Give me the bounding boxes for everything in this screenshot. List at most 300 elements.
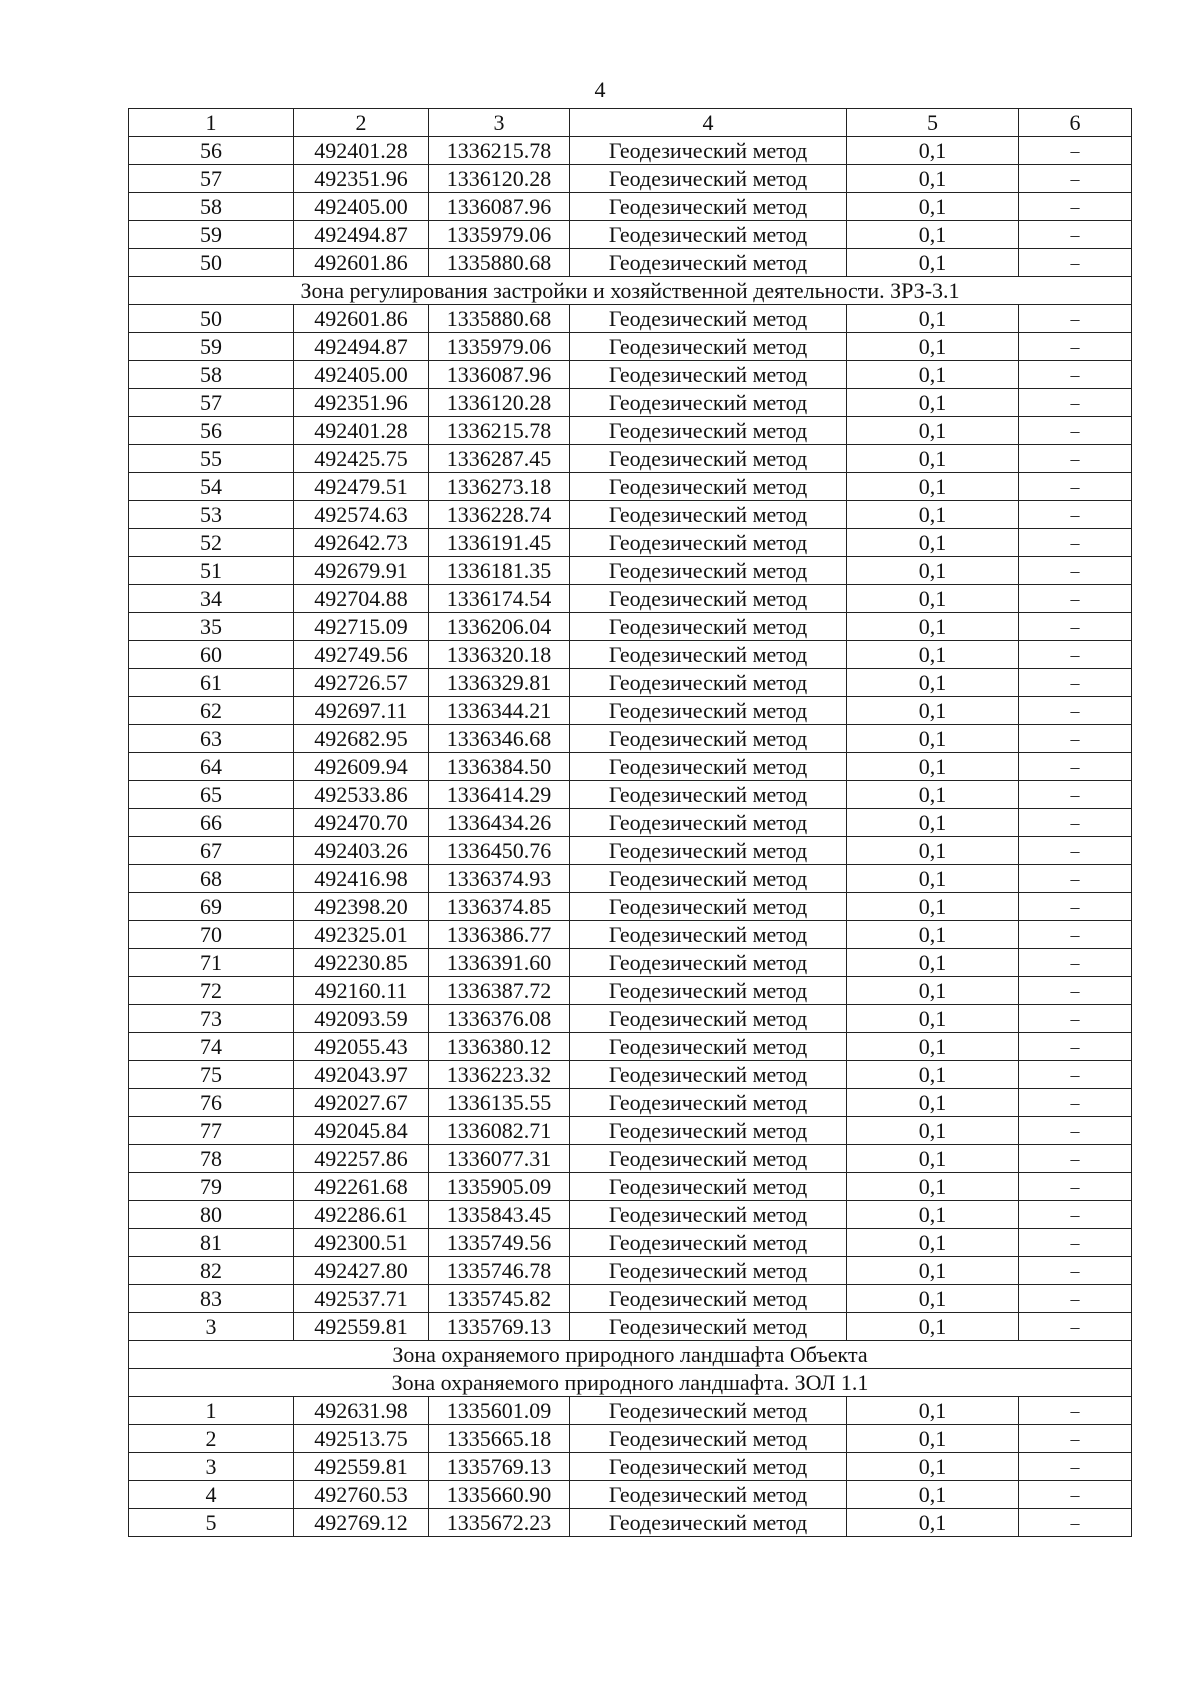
accuracy-cell: 0,1 (847, 753, 1019, 781)
point-number-cell: 58 (129, 361, 294, 389)
accuracy-cell: 0,1 (847, 725, 1019, 753)
table-row (129, 949, 1132, 977)
accuracy-cell: 0,1 (847, 893, 1019, 921)
table-row (129, 921, 1132, 949)
y-coordinate-cell: 1336174.54 (429, 585, 570, 613)
x-coordinate-cell: 492631.98 (294, 1397, 429, 1425)
note-cell: – (1019, 249, 1132, 277)
x-coordinate-cell: 492401.28 (294, 417, 429, 445)
x-coordinate-cell: 492045.84 (294, 1117, 429, 1145)
table-row (129, 1117, 1132, 1145)
note-cell: – (1019, 1229, 1132, 1257)
table-header-row (129, 109, 1132, 137)
table-row (129, 585, 1132, 613)
accuracy-cell: 0,1 (847, 1509, 1019, 1537)
note-cell: – (1019, 1313, 1132, 1341)
method-cell: Геодезический метод (570, 641, 847, 669)
point-number-cell: 69 (129, 893, 294, 921)
y-coordinate-cell: 1336344.21 (429, 697, 570, 725)
x-coordinate-cell: 492351.96 (294, 165, 429, 193)
table-row (129, 781, 1132, 809)
note-cell: – (1019, 1201, 1132, 1229)
method-cell: Геодезический метод (570, 137, 847, 165)
x-coordinate-cell: 492401.28 (294, 137, 429, 165)
method-cell: Геодезический метод (570, 1509, 847, 1537)
table-row (129, 1481, 1132, 1509)
point-number-cell: 57 (129, 165, 294, 193)
point-number-cell: 50 (129, 249, 294, 277)
note-cell: – (1019, 529, 1132, 557)
x-coordinate-cell: 492257.86 (294, 1145, 429, 1173)
note-cell: – (1019, 809, 1132, 837)
point-number-cell: 62 (129, 697, 294, 725)
x-coordinate-cell: 492760.53 (294, 1481, 429, 1509)
table-row (129, 1173, 1132, 1201)
table-row (129, 809, 1132, 837)
point-number-cell: 4 (129, 1481, 294, 1509)
note-cell: – (1019, 977, 1132, 1005)
note-cell: – (1019, 1453, 1132, 1481)
x-coordinate-cell: 492697.11 (294, 697, 429, 725)
y-coordinate-cell: 1335843.45 (429, 1201, 570, 1229)
y-coordinate-cell: 1335880.68 (429, 249, 570, 277)
method-cell: Геодезический метод (570, 1481, 847, 1509)
accuracy-cell: 0,1 (847, 221, 1019, 249)
table-row (129, 1285, 1132, 1313)
table-row (129, 1089, 1132, 1117)
note-cell: – (1019, 389, 1132, 417)
accuracy-cell: 0,1 (847, 1201, 1019, 1229)
coordinates-table (128, 108, 1132, 1537)
x-coordinate-cell: 492601.86 (294, 305, 429, 333)
y-coordinate-cell: 1336087.96 (429, 193, 570, 221)
point-number-cell: 79 (129, 1173, 294, 1201)
y-coordinate-cell: 1335880.68 (429, 305, 570, 333)
x-coordinate-cell: 492286.61 (294, 1201, 429, 1229)
point-number-cell: 34 (129, 585, 294, 613)
note-cell: – (1019, 1173, 1132, 1201)
table-row (129, 725, 1132, 753)
table-row (129, 893, 1132, 921)
note-cell: – (1019, 837, 1132, 865)
table-row (129, 697, 1132, 725)
header-cell-5: 5 (847, 109, 1019, 137)
note-cell: – (1019, 1257, 1132, 1285)
method-cell: Геодезический метод (570, 585, 847, 613)
y-coordinate-cell: 1336450.76 (429, 837, 570, 865)
table-row (129, 1313, 1132, 1341)
table-row (129, 1453, 1132, 1481)
table-row (129, 1033, 1132, 1061)
point-number-cell: 54 (129, 473, 294, 501)
method-cell: Геодезический метод (570, 1285, 847, 1313)
y-coordinate-cell: 1336087.96 (429, 361, 570, 389)
point-number-cell: 67 (129, 837, 294, 865)
table-row (129, 1005, 1132, 1033)
x-coordinate-cell: 492715.09 (294, 613, 429, 641)
y-coordinate-cell: 1336287.45 (429, 445, 570, 473)
point-number-cell: 55 (129, 445, 294, 473)
x-coordinate-cell: 492398.20 (294, 893, 429, 921)
x-coordinate-cell: 492351.96 (294, 389, 429, 417)
x-coordinate-cell: 492470.70 (294, 809, 429, 837)
method-cell: Геодезический метод (570, 921, 847, 949)
x-coordinate-cell: 492427.80 (294, 1257, 429, 1285)
point-number-cell: 72 (129, 977, 294, 1005)
y-coordinate-cell: 1336273.18 (429, 473, 570, 501)
x-coordinate-cell: 492479.51 (294, 473, 429, 501)
table-row (129, 1145, 1132, 1173)
note-cell: – (1019, 1061, 1132, 1089)
method-cell: Геодезический метод (570, 1201, 847, 1229)
table-row (129, 529, 1132, 557)
point-number-cell: 59 (129, 333, 294, 361)
x-coordinate-cell: 492574.63 (294, 501, 429, 529)
method-cell: Геодезический метод (570, 1117, 847, 1145)
method-cell: Геодезический метод (570, 529, 847, 557)
note-cell: – (1019, 697, 1132, 725)
x-coordinate-cell: 492704.88 (294, 585, 429, 613)
note-cell: – (1019, 445, 1132, 473)
method-cell: Геодезический метод (570, 361, 847, 389)
method-cell: Геодезический метод (570, 249, 847, 277)
y-coordinate-cell: 1336191.45 (429, 529, 570, 557)
point-number-cell: 71 (129, 949, 294, 977)
accuracy-cell: 0,1 (847, 1481, 1019, 1509)
section-title: Зона регулирования застройки и хозяйственной деятельности. ЗРЗ-3.1 (129, 277, 1132, 305)
point-number-cell: 80 (129, 1201, 294, 1229)
table-row (129, 221, 1132, 249)
method-cell: Геодезический метод (570, 1229, 847, 1257)
method-cell: Геодезический метод (570, 417, 847, 445)
x-coordinate-cell: 492537.71 (294, 1285, 429, 1313)
note-cell: – (1019, 557, 1132, 585)
note-cell: – (1019, 1509, 1132, 1537)
table-row (129, 1425, 1132, 1453)
table-row (129, 865, 1132, 893)
note-cell: – (1019, 753, 1132, 781)
accuracy-cell: 0,1 (847, 249, 1019, 277)
accuracy-cell: 0,1 (847, 1257, 1019, 1285)
y-coordinate-cell: 1336215.78 (429, 137, 570, 165)
point-number-cell: 75 (129, 1061, 294, 1089)
y-coordinate-cell: 1336384.50 (429, 753, 570, 781)
y-coordinate-cell: 1336135.55 (429, 1089, 570, 1117)
accuracy-cell: 0,1 (847, 193, 1019, 221)
x-coordinate-cell: 492325.01 (294, 921, 429, 949)
note-cell: – (1019, 1089, 1132, 1117)
accuracy-cell: 0,1 (847, 669, 1019, 697)
accuracy-cell: 0,1 (847, 557, 1019, 585)
accuracy-cell: 0,1 (847, 529, 1019, 557)
header-cell-1: 1 (129, 109, 294, 137)
accuracy-cell: 0,1 (847, 809, 1019, 837)
x-coordinate-cell: 492559.81 (294, 1313, 429, 1341)
y-coordinate-cell: 1335979.06 (429, 333, 570, 361)
accuracy-cell: 0,1 (847, 1033, 1019, 1061)
point-number-cell: 56 (129, 137, 294, 165)
table-row (129, 165, 1132, 193)
method-cell: Геодезический метод (570, 1173, 847, 1201)
note-cell: – (1019, 1285, 1132, 1313)
accuracy-cell: 0,1 (847, 333, 1019, 361)
y-coordinate-cell: 1336387.72 (429, 977, 570, 1005)
note-cell: – (1019, 725, 1132, 753)
method-cell: Геодезический метод (570, 1145, 847, 1173)
note-cell: – (1019, 921, 1132, 949)
note-cell: – (1019, 193, 1132, 221)
table-row (129, 1201, 1132, 1229)
section-row (129, 1341, 1132, 1369)
method-cell: Геодезический метод (570, 669, 847, 697)
point-number-cell: 76 (129, 1089, 294, 1117)
point-number-cell: 60 (129, 641, 294, 669)
table-row (129, 1509, 1132, 1537)
note-cell: – (1019, 1033, 1132, 1061)
y-coordinate-cell: 1336380.12 (429, 1033, 570, 1061)
method-cell: Геодезический метод (570, 949, 847, 977)
y-coordinate-cell: 1335749.56 (429, 1229, 570, 1257)
header-cell-4: 4 (570, 109, 847, 137)
accuracy-cell: 0,1 (847, 137, 1019, 165)
accuracy-cell: 0,1 (847, 837, 1019, 865)
method-cell: Геодезический метод (570, 445, 847, 473)
table-row (129, 333, 1132, 361)
y-coordinate-cell: 1335769.13 (429, 1453, 570, 1481)
note-cell: – (1019, 613, 1132, 641)
y-coordinate-cell: 1336414.29 (429, 781, 570, 809)
point-number-cell: 3 (129, 1313, 294, 1341)
method-cell: Геодезический метод (570, 1061, 847, 1089)
x-coordinate-cell: 492609.94 (294, 753, 429, 781)
table-row (129, 417, 1132, 445)
table-row (129, 1061, 1132, 1089)
x-coordinate-cell: 492494.87 (294, 221, 429, 249)
point-number-cell: 53 (129, 501, 294, 529)
point-number-cell: 63 (129, 725, 294, 753)
x-coordinate-cell: 492726.57 (294, 669, 429, 697)
note-cell: – (1019, 473, 1132, 501)
point-number-cell: 70 (129, 921, 294, 949)
accuracy-cell: 0,1 (847, 1313, 1019, 1341)
note-cell: – (1019, 893, 1132, 921)
y-coordinate-cell: 1335665.18 (429, 1425, 570, 1453)
y-coordinate-cell: 1335672.23 (429, 1509, 570, 1537)
x-coordinate-cell: 492425.75 (294, 445, 429, 473)
note-cell: – (1019, 417, 1132, 445)
table-row (129, 445, 1132, 473)
note-cell: – (1019, 501, 1132, 529)
y-coordinate-cell: 1336206.04 (429, 613, 570, 641)
y-coordinate-cell: 1336376.08 (429, 1005, 570, 1033)
x-coordinate-cell: 492494.87 (294, 333, 429, 361)
accuracy-cell: 0,1 (847, 1061, 1019, 1089)
point-number-cell: 5 (129, 1509, 294, 1537)
note-cell: – (1019, 669, 1132, 697)
method-cell: Геодезический метод (570, 977, 847, 1005)
accuracy-cell: 0,1 (847, 585, 1019, 613)
accuracy-cell: 0,1 (847, 389, 1019, 417)
method-cell: Геодезический метод (570, 781, 847, 809)
point-number-cell: 58 (129, 193, 294, 221)
note-cell: – (1019, 361, 1132, 389)
method-cell: Геодезический метод (570, 221, 847, 249)
accuracy-cell: 0,1 (847, 613, 1019, 641)
method-cell: Геодезический метод (570, 1425, 847, 1453)
table-row (129, 557, 1132, 585)
accuracy-cell: 0,1 (847, 1005, 1019, 1033)
x-coordinate-cell: 492405.00 (294, 193, 429, 221)
table-row (129, 361, 1132, 389)
method-cell: Геодезический метод (570, 501, 847, 529)
y-coordinate-cell: 1335746.78 (429, 1257, 570, 1285)
accuracy-cell: 0,1 (847, 501, 1019, 529)
y-coordinate-cell: 1336215.78 (429, 417, 570, 445)
accuracy-cell: 0,1 (847, 781, 1019, 809)
x-coordinate-cell: 492055.43 (294, 1033, 429, 1061)
x-coordinate-cell: 492093.59 (294, 1005, 429, 1033)
point-number-cell: 59 (129, 221, 294, 249)
x-coordinate-cell: 492682.95 (294, 725, 429, 753)
y-coordinate-cell: 1335979.06 (429, 221, 570, 249)
note-cell: – (1019, 865, 1132, 893)
point-number-cell: 51 (129, 557, 294, 585)
x-coordinate-cell: 492300.51 (294, 1229, 429, 1257)
accuracy-cell: 0,1 (847, 1173, 1019, 1201)
x-coordinate-cell: 492769.12 (294, 1509, 429, 1537)
method-cell: Геодезический метод (570, 1453, 847, 1481)
y-coordinate-cell: 1335601.09 (429, 1397, 570, 1425)
y-coordinate-cell: 1335905.09 (429, 1173, 570, 1201)
y-coordinate-cell: 1336386.77 (429, 921, 570, 949)
method-cell: Геодезический метод (570, 557, 847, 585)
table-row (129, 977, 1132, 1005)
y-coordinate-cell: 1336120.28 (429, 165, 570, 193)
accuracy-cell: 0,1 (847, 977, 1019, 1005)
point-number-cell: 68 (129, 865, 294, 893)
method-cell: Геодезический метод (570, 1089, 847, 1117)
section-title: Зона охраняемого природного ландшафта Объекта (129, 1341, 1132, 1369)
accuracy-cell: 0,1 (847, 445, 1019, 473)
accuracy-cell: 0,1 (847, 1145, 1019, 1173)
accuracy-cell: 0,1 (847, 361, 1019, 389)
y-coordinate-cell: 1336434.26 (429, 809, 570, 837)
table-row (129, 613, 1132, 641)
table-row (129, 753, 1132, 781)
note-cell: – (1019, 781, 1132, 809)
accuracy-cell: 0,1 (847, 1397, 1019, 1425)
table-row (129, 1229, 1132, 1257)
y-coordinate-cell: 1336346.68 (429, 725, 570, 753)
accuracy-cell: 0,1 (847, 1453, 1019, 1481)
page-number: 4 (594, 77, 606, 102)
table-row (129, 501, 1132, 529)
y-coordinate-cell: 1336120.28 (429, 389, 570, 417)
table-row (129, 305, 1132, 333)
note-cell: – (1019, 305, 1132, 333)
header-cell-3: 3 (429, 109, 570, 137)
x-coordinate-cell: 492403.26 (294, 837, 429, 865)
accuracy-cell: 0,1 (847, 1117, 1019, 1145)
note-cell: – (1019, 949, 1132, 977)
x-coordinate-cell: 492601.86 (294, 249, 429, 277)
accuracy-cell: 0,1 (847, 865, 1019, 893)
table-row (129, 473, 1132, 501)
accuracy-cell: 0,1 (847, 473, 1019, 501)
table-row (129, 641, 1132, 669)
accuracy-cell: 0,1 (847, 921, 1019, 949)
x-coordinate-cell: 492513.75 (294, 1425, 429, 1453)
method-cell: Геодезический метод (570, 865, 847, 893)
note-cell: – (1019, 1005, 1132, 1033)
point-number-cell: 57 (129, 389, 294, 417)
method-cell: Геодезический метод (570, 305, 847, 333)
x-coordinate-cell: 492533.86 (294, 781, 429, 809)
x-coordinate-cell: 492261.68 (294, 1173, 429, 1201)
note-cell: – (1019, 221, 1132, 249)
point-number-cell: 52 (129, 529, 294, 557)
accuracy-cell: 0,1 (847, 165, 1019, 193)
accuracy-cell: 0,1 (847, 949, 1019, 977)
point-number-cell: 82 (129, 1257, 294, 1285)
point-number-cell: 1 (129, 1397, 294, 1425)
header-cell-2: 2 (294, 109, 429, 137)
method-cell: Геодезический метод (570, 1313, 847, 1341)
x-coordinate-cell: 492160.11 (294, 977, 429, 1005)
accuracy-cell: 0,1 (847, 1425, 1019, 1453)
section-row (129, 1369, 1132, 1397)
accuracy-cell: 0,1 (847, 1229, 1019, 1257)
table-row (129, 669, 1132, 697)
y-coordinate-cell: 1336374.85 (429, 893, 570, 921)
note-cell: – (1019, 1145, 1132, 1173)
point-number-cell: 77 (129, 1117, 294, 1145)
accuracy-cell: 0,1 (847, 1285, 1019, 1313)
table-body (129, 137, 1132, 1537)
header-cell-6: 6 (1019, 109, 1132, 137)
accuracy-cell: 0,1 (847, 697, 1019, 725)
point-number-cell: 65 (129, 781, 294, 809)
method-cell: Геодезический метод (570, 613, 847, 641)
method-cell: Геодезический метод (570, 697, 847, 725)
table-row (129, 1257, 1132, 1285)
note-cell: – (1019, 1425, 1132, 1453)
note-cell: – (1019, 1397, 1132, 1425)
table-row (129, 1397, 1132, 1425)
note-cell: – (1019, 333, 1132, 361)
x-coordinate-cell: 492043.97 (294, 1061, 429, 1089)
method-cell: Геодезический метод (570, 809, 847, 837)
y-coordinate-cell: 1336320.18 (429, 641, 570, 669)
method-cell: Геодезический метод (570, 1257, 847, 1285)
y-coordinate-cell: 1336077.31 (429, 1145, 570, 1173)
method-cell: Геодезический метод (570, 837, 847, 865)
method-cell: Геодезический метод (570, 333, 847, 361)
point-number-cell: 2 (129, 1425, 294, 1453)
point-number-cell: 64 (129, 753, 294, 781)
method-cell: Геодезический метод (570, 389, 847, 417)
table-row (129, 389, 1132, 417)
method-cell: Геодезический метод (570, 1005, 847, 1033)
section-title: Зона охраняемого природного ландшафта. ЗОЛ 1.1 (129, 1369, 1132, 1397)
x-coordinate-cell: 492679.91 (294, 557, 429, 585)
point-number-cell: 83 (129, 1285, 294, 1313)
x-coordinate-cell: 492405.00 (294, 361, 429, 389)
y-coordinate-cell: 1336181.35 (429, 557, 570, 585)
note-cell: – (1019, 1117, 1132, 1145)
point-number-cell: 3 (129, 1453, 294, 1481)
y-coordinate-cell: 1336223.32 (429, 1061, 570, 1089)
